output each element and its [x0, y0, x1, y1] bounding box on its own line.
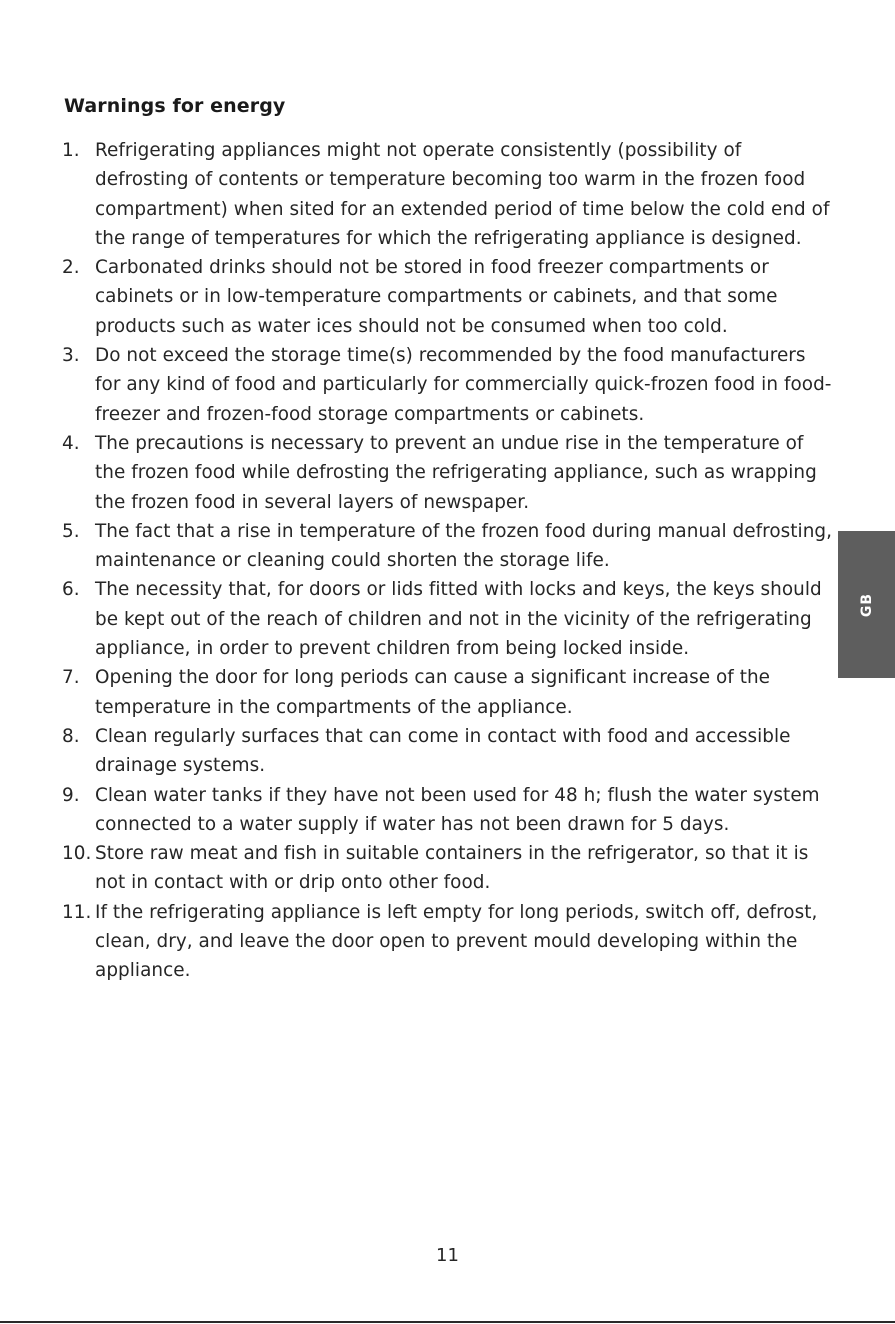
warnings-list	[62, 136, 834, 986]
section-heading: Warnings for energy	[64, 95, 286, 117]
language-tab	[838, 531, 895, 678]
item-text: Opening the door for long periods can cause a significant increase of the temperature in the compartments of the appliance.	[95, 667, 771, 718]
list-item	[62, 429, 834, 517]
item-text: Do not exceed the storage time(s) recommended by the food manufacturers for any kind of food and particularly for commercially quick-frozen food in food-freezer and frozen-food storage compartments or cabinets.	[95, 345, 832, 425]
item-text: Store raw meat and fish in suitable containers in the refrigerator, so that it is not in contact with or drip onto other food.	[95, 843, 809, 894]
item-text: Clean water tanks if they have not been used for 48 h; flush the water system connected to a water supply if water has not been drawn for 5 days.	[95, 784, 820, 835]
list-item	[62, 253, 834, 341]
list-item	[62, 341, 834, 429]
list-item	[62, 722, 834, 781]
list-item	[62, 781, 834, 840]
item-number: 7.	[62, 667, 80, 689]
list-item	[62, 575, 834, 663]
list-item	[62, 517, 834, 576]
item-number: 1.	[62, 140, 80, 161]
list-item	[62, 136, 834, 253]
item-number: 3.	[62, 345, 80, 367]
bottom-divider	[0, 1321, 895, 1323]
item-text: The fact that a rise in temperature of the frozen food during manual defrosting, maintenance or cleaning could shorten the storage life.	[95, 520, 833, 572]
item-number: 4.	[62, 432, 80, 454]
item-text: Carbonated drinks should not be stored in food freezer compartments or cabinets or in low-temperature compartments or cabinets, and that some products such as water ices should not be consumed when too cold.	[95, 257, 778, 337]
list-item	[62, 839, 834, 898]
item-number: 6.	[62, 579, 80, 601]
item-text: The necessity that, for doors or lids fitted with locks and keys, the keys should be kept out of the reach of children and not in the vicinity of the refrigerating appliance, in order to prevent children from being locked inside.	[95, 579, 822, 660]
item-number: 5.	[62, 520, 80, 542]
list-item	[62, 898, 834, 986]
item-text: The precautions is necessary to prevent an undue rise in the temperature of the frozen food while defrosting the refrigerating appliance, such as wrapping the frozen food in several layers of newspaper.	[95, 432, 817, 513]
list-item	[62, 663, 834, 722]
item-number: 11.	[62, 901, 92, 923]
item-number: 2.	[62, 257, 80, 279]
item-text: Refrigerating appliances might not operate consistently (possibility of defrosting of contents or temperature becoming too warm in the frozen food compartment) when sited for an extended period of time below the cold end of the range of temperatures for which the refrigerating appliance is designed.	[95, 140, 830, 249]
item-text: If the refrigerating appliance is left empty for long periods, switch off, defrost, clean, dry, and leave the door open to prevent mould developing within the appliance.	[95, 901, 818, 982]
item-text: Clean regularly surfaces that can come in contact with food and accessible drainage systems.	[95, 725, 791, 777]
page-number: 11	[436, 1245, 459, 1266]
item-number: 10.	[62, 843, 92, 865]
item-number: 8.	[62, 725, 80, 747]
item-number: 9.	[62, 784, 80, 806]
language-tab-label: GB	[858, 592, 875, 617]
